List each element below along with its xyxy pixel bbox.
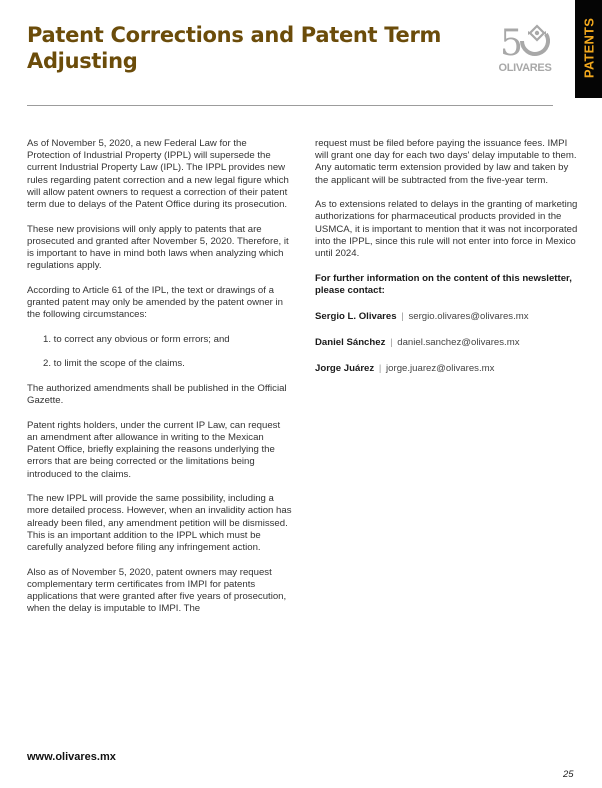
contact-email-link[interactable]: jorge.juarez@olivares.mx (386, 363, 495, 375)
left-column (27, 138, 292, 628)
paragraph: These new provisions will only apply to patents that are prosecuted and granted after November 5, 2020. Therefore, it is important to have in mind both laws when analyzing which regulations apply. (27, 223, 289, 272)
contact-name: Jorge Juárez (315, 363, 375, 375)
paragraph: Also as of November 5, 2020, patent owners may request complementary term certificates from IMPI for patents applications that were granted after five years of prosecution, when the delay is imputable to IMPI. The (27, 566, 287, 615)
paragraph: The new IPPL will provide the same possibility, including a more detailed process. However, when an invalidity action has already been filed, any amendment petition will be dismissed. This is an important addition to the IPPL which must be carefully analyzed before filing any infringement action. (27, 493, 292, 554)
paragraph: Patent rights holders, under the current IP Law, can request an amendment after allowance in writing to the Mexican Patent Office, briefly explaining the reasons underlying the errors that are being corrected or the limitations being introduced to the claims. (27, 419, 281, 480)
list-item: 2. to limit the scope of the claims. (43, 358, 185, 370)
olivares-50-logo-icon (500, 22, 550, 60)
contact-email-link[interactable]: daniel.sanchez@olivares.mx (397, 337, 520, 349)
paragraph: According to Article 61 of the IPL, the text or drawings of a granted patent may only be amended by the patent owner in the following circumstances: (27, 284, 284, 321)
logo-number-5: 5 (500, 23, 523, 60)
contact-row (315, 337, 580, 349)
page-title: Patent Corrections and Patent Term Adjusting (27, 23, 442, 73)
page-number: 25 (563, 769, 574, 780)
contact-separator: | (378, 363, 382, 375)
olivares-logo (494, 22, 556, 78)
paragraph: As of November 5, 2020, a new Federal Law for the Protection of Industrial Property (IPPL) will supersede the current Industrial Property Law (IPL). The IPPL provides new rules regarding patent correction and a new legal figure which will allow patent owners to request a correction of their patent term due to delays of the Patent Office during its prosecution. (27, 138, 289, 211)
contact-row (315, 363, 580, 375)
contact-name: Daniel Sánchez (315, 337, 386, 349)
contact-row (315, 311, 580, 323)
website-link[interactable]: www.olivares.mx (27, 751, 116, 763)
section-tab (575, 0, 602, 98)
paragraph: The authorized amendments shall be published in the Official Gazette. (27, 383, 287, 407)
contact-separator: | (390, 337, 393, 349)
contact-name: Sergio L. Olivares (315, 311, 397, 323)
contact-email-link[interactable]: sergio.olivares@olivares.mx (408, 311, 529, 323)
contact-heading: For further information on the content of this newsletter, please contact: (315, 272, 572, 296)
header-divider (27, 105, 553, 106)
list-item: 1. to correct any obvious or form errors; and (43, 333, 230, 345)
contact-separator: | (401, 311, 404, 323)
section-tab-label: PATENTS (581, 17, 596, 79)
logo-wordmark: OLIVARES (498, 62, 552, 74)
paragraph: request must be filed before paying the issuance fees. IMPI will grant one day for each two days' delay imputable to them. Any automatic term extension provided by law and taken by the applicant will be subtracted from the five-year term. (315, 138, 577, 186)
paragraph: As to extensions related to delays in the granting of marketing authorizations for pharmaceutical products provided in the USMCA, it is important to mention that it was not incorporated into the IPPL, since this rule will not enter into force in Mexico until 2024. (315, 199, 578, 260)
right-column (315, 138, 580, 390)
